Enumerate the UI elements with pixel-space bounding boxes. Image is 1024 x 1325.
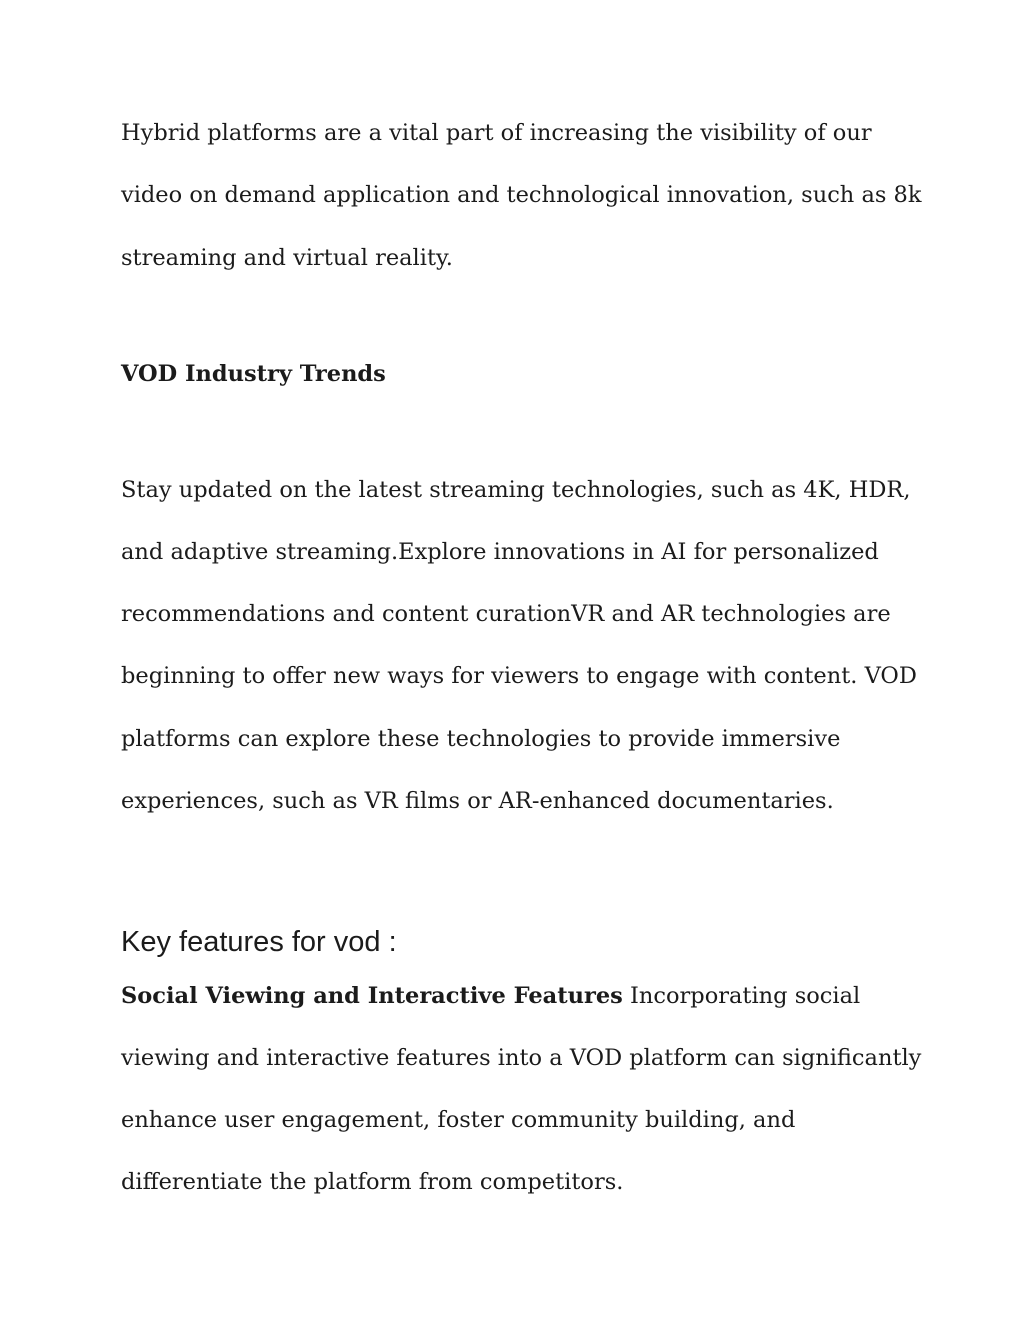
paragraph-1-line-2: video on demand application and technological innovation, such as 8k bbox=[121, 182, 922, 208]
paragraph-2-line-2: and adaptive streaming.Explore innovations in AI for personalized bbox=[121, 539, 879, 565]
paragraph-2-line-6: experiences, such as VR films or AR-enhanced documentaries. bbox=[121, 788, 834, 814]
paragraph-3-line-4: differentiate the platform from competitors. bbox=[121, 1169, 624, 1195]
paragraph-2-line-3: recommendations and content curationVR and AR technologies are bbox=[121, 601, 891, 627]
paragraph-3-line-1-text: Incorporating social bbox=[622, 983, 861, 1009]
paragraph-2-line-5: platforms can explore these technologies to provide immersive bbox=[121, 726, 841, 752]
paragraph-3-line-3: enhance user engagement, foster community building, and bbox=[121, 1107, 796, 1133]
paragraph-3-line-1 bbox=[121, 985, 860, 1008]
paragraph-2-line-1: Stay updated on the latest streaming technologies, such as 4K, HDR, bbox=[121, 477, 911, 503]
paragraph-2-line-4: beginning to offer new ways for viewers to engage with content. VOD bbox=[121, 663, 917, 689]
section-heading-vod-trends: VOD Industry Trends bbox=[121, 361, 386, 387]
feature-title-social-viewing: Social Viewing and Interactive Features bbox=[121, 983, 623, 1009]
section-heading-key-features: Key features for vod : bbox=[121, 926, 397, 958]
paragraph-1-line-3: streaming and virtual reality. bbox=[121, 245, 453, 271]
paragraph-1-line-1: Hybrid platforms are a vital part of increasing the visibility of our bbox=[121, 120, 872, 146]
paragraph-3-line-2: viewing and interactive features into a VOD platform can significantly bbox=[121, 1045, 922, 1071]
